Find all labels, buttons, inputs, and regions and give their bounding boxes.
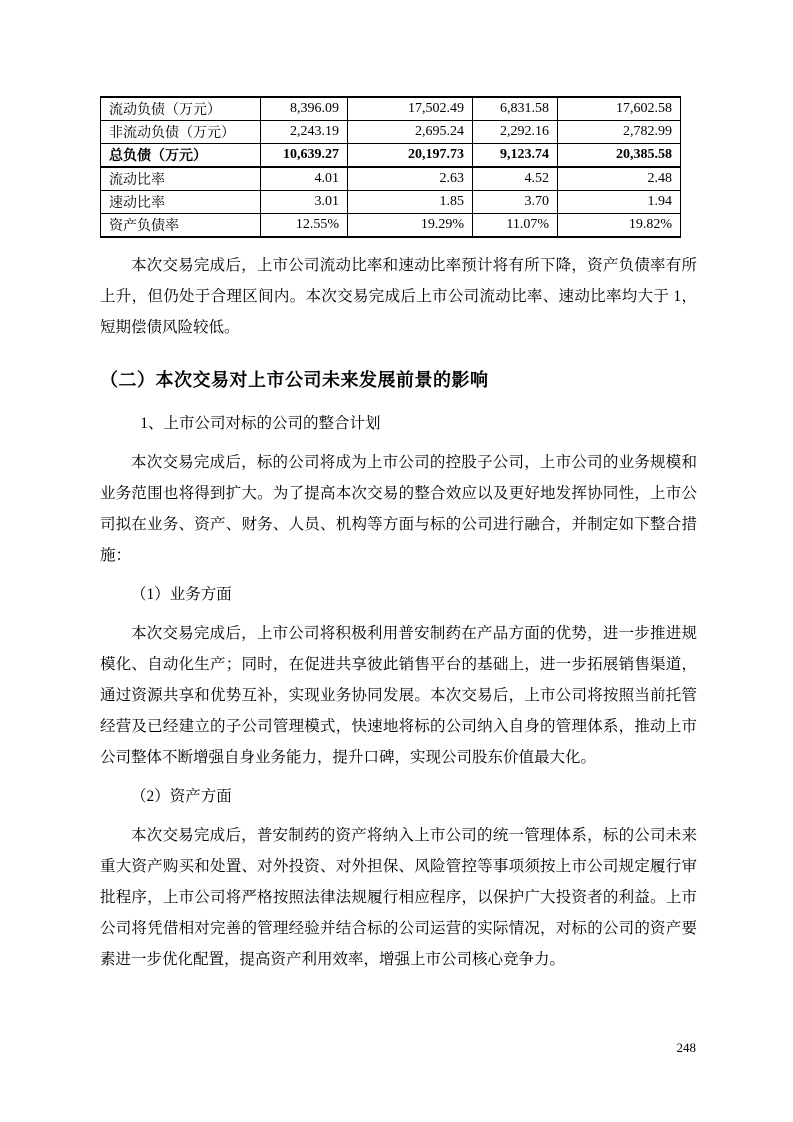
row-label-cell: 流动负债（万元）	[101, 97, 261, 121]
value-cell: 19.82%	[558, 214, 681, 238]
value-cell: 2,782.99	[558, 121, 681, 144]
table-row	[101, 214, 681, 238]
item-1-title: （1）业务方面	[131, 586, 232, 603]
value-cell: 4.52	[473, 167, 558, 191]
subsection-1-title: 1、上市公司对标的公司的整合计划	[140, 415, 381, 432]
paragraph-business-aspect: 本次交易完成后，上市公司将积极利用普安制药在产品方面的优势，进一步推进规模化、自动化生产；同时，在促进共享彼此销售平台的基础上，进一步拓展销售渠道，通过资源共享和优势互补，实现业务协同发展。本次交易后，上市公司将按照当前托管经营及已经建立的子公司管理模式，快速地将标的公司纳入自身的管理体系，推动上市公司整体不断增强自身业务能力，提升口碑，实现公司股东价值最大化。	[100, 625, 697, 766]
value-cell: 2,292.16	[473, 121, 558, 144]
row-label-cell: 速动比率	[101, 191, 261, 214]
row-label-cell: 总负债（万元）	[101, 144, 261, 168]
value-cell: 1.85	[348, 191, 473, 214]
value-cell: 3.01	[261, 191, 348, 214]
section-heading: （二）本次交易对上市公司未来发展前景的影响	[100, 370, 489, 390]
page-number: 248	[676, 1040, 696, 1055]
table-row	[101, 167, 681, 191]
row-label-cell: 流动比率	[101, 167, 261, 191]
value-cell: 6,831.58	[473, 97, 558, 121]
value-cell: 2,243.19	[261, 121, 348, 144]
value-cell: 9,123.74	[473, 144, 558, 168]
row-label-cell: 非流动负债（万元）	[101, 121, 261, 144]
value-cell: 19.29%	[348, 214, 473, 238]
value-cell: 8,396.09	[261, 97, 348, 121]
value-cell: 17,602.58	[558, 97, 681, 121]
table-row	[101, 144, 681, 168]
table-row	[101, 97, 681, 121]
table-row	[101, 191, 681, 214]
financial-metrics-table	[100, 96, 681, 238]
value-cell: 17,502.49	[348, 97, 473, 121]
value-cell: 12.55%	[261, 214, 348, 238]
value-cell: 20,197.73	[348, 144, 473, 168]
paragraph-solvency-analysis: 本次交易完成后，上市公司流动比率和速动比率预计将有所下降，资产负债率有所上升，但仍处于合理区间内。本次交易完成后上市公司流动比率、速动比率均大于 1，短期偿债风险较低。	[100, 257, 697, 336]
value-cell: 4.01	[261, 167, 348, 191]
value-cell: 2.63	[348, 167, 473, 191]
value-cell: 1.94	[558, 191, 681, 214]
value-cell: 3.70	[473, 191, 558, 214]
value-cell: 2.48	[558, 167, 681, 191]
value-cell: 10,639.27	[261, 144, 348, 168]
table-row	[101, 121, 681, 144]
value-cell: 2,695.24	[348, 121, 473, 144]
row-label-cell: 资产负债率	[101, 214, 261, 238]
paragraph-asset-aspect: 本次交易完成后，普安制药的资产将纳入上市公司的统一管理体系，标的公司未来重大资产购买和处置、对外投资、对外担保、风险管控等事项须按上市公司规定履行审批程序，上市公司将严格按照法律法规履行相应程序，以保护广大投资者的利益。上市公司将凭借相对完善的管理经验并结合标的公司运营的实际情况，对标的公司的资产要素进一步优化配置，提高资产利用效率，增强上市公司核心竞争力。	[100, 827, 697, 968]
paragraph-integration-plan: 本次交易完成后，标的公司将成为上市公司的控股子公司，上市公司的业务规模和业务范围也将得到扩大。为了提高本次交易的整合效应以及更好地发挥协同性，上市公司拟在业务、资产、财务、人员、机构等方面与标的公司进行融合，并制定如下整合措施：	[100, 454, 697, 564]
value-cell: 20,385.58	[558, 144, 681, 168]
item-2-title: （2）资产方面	[131, 788, 232, 805]
value-cell: 11.07%	[473, 214, 558, 238]
